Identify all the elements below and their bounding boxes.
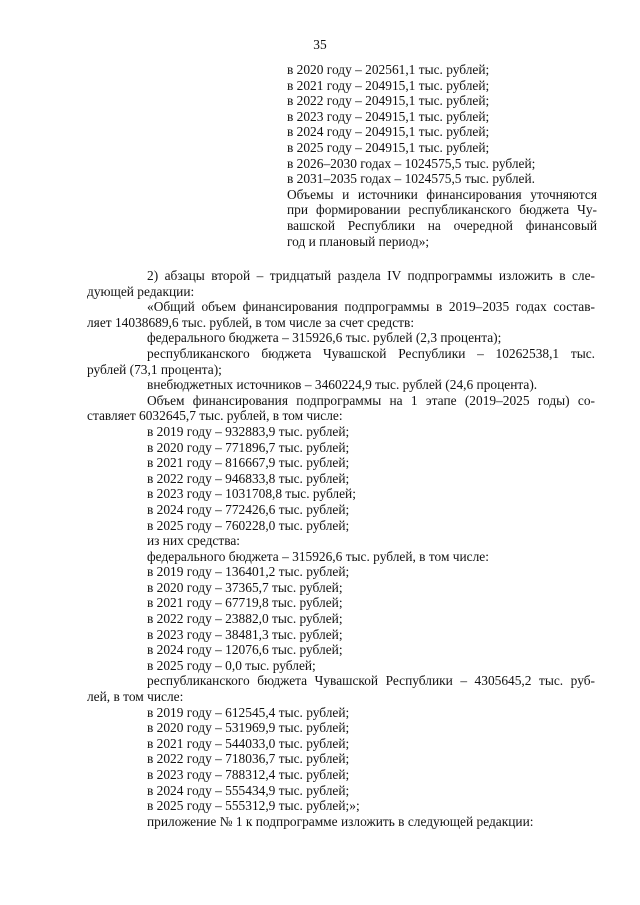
paragraph-line: в 2024 году – 12076,6 тыс. рублей; <box>147 642 343 658</box>
paragraph-line: в 2019 году – 136401,2 тыс. рублей; <box>147 564 350 580</box>
paragraph-line: в 2022 году – 23882,0 тыс. рублей; <box>147 611 343 627</box>
paragraph-line: в 2021 году – 816667,9 тыс. рублей; <box>147 455 350 471</box>
paragraph-line: в 2020 году – 37365,7 тыс. рублей; <box>147 579 343 595</box>
paragraph-line: в 2019 году – 612545,4 тыс. рублей; <box>147 704 350 720</box>
note-line: Объемы и источники финансирования уточняются <box>287 186 597 202</box>
paragraph-line: Объем финансирования подпрограммы на 1 этапе (2019–2025 годы) со- <box>147 392 595 408</box>
paragraph-line: рублей (73,1 процента); <box>87 361 222 377</box>
list-item: в 2021 году – 204915,1 тыс. рублей; <box>287 77 490 93</box>
note-line: год и плановый период»; <box>287 233 430 249</box>
paragraph-line: в 2021 году – 67719,8 тыс. рублей; <box>147 595 343 611</box>
paragraph-line: лей, в том числе: <box>87 689 184 705</box>
paragraph-line: в 2023 году – 788312,4 тыс. рублей; <box>147 767 350 782</box>
list-item: в 2022 году – 204915,1 тыс. рублей; <box>287 93 490 109</box>
top-funding-list <box>287 62 597 249</box>
paragraph-line: в 2020 году – 771896,7 тыс. рублей; <box>147 439 350 455</box>
paragraph-line: ставляет 6032645,7 тыс. рублей, в том числе: <box>87 408 343 424</box>
paragraph-line: федерального бюджета – 315926,6 тыс. рублей, в том числе: <box>147 548 489 564</box>
paragraph-line: ляет 14038689,6 тыс. рублей, в том числе за счет средств: <box>87 314 415 330</box>
page-number: 35 <box>313 37 327 52</box>
paragraph-line: в 2021 году – 544033,0 тыс. рублей; <box>147 735 350 751</box>
paragraph-line: дующей редакции: <box>87 283 195 299</box>
paragraph-line: в 2024 году – 772426,6 тыс. рублей; <box>147 501 350 517</box>
list-item: в 2031–2035 годах – 1024575,5 тыс. рублей. <box>287 171 535 187</box>
paragraph-line: в 2019 году – 932883,9 тыс. рублей; <box>147 423 350 439</box>
paragraph-line: «Общий объем финансирования подпрограммы в 2019–2035 годах состав- <box>147 299 595 315</box>
paragraph-line: 2) абзацы второй – тридцатый раздела IV подпрограммы изложить в сле- <box>147 268 595 283</box>
list-item: в 2024 году – 204915,1 тыс. рублей; <box>287 124 490 140</box>
paragraph-line: федерального бюджета – 315926,6 тыс. рублей (2,3 процента); <box>147 330 502 346</box>
list-item: в 2020 году – 202561,1 тыс. рублей; <box>287 62 490 77</box>
main-text <box>87 268 595 829</box>
paragraph-line: из них средства: <box>147 533 241 549</box>
paragraph-line: республиканского бюджета Чувашской Республики – 4305645,2 тыс. руб- <box>147 673 595 689</box>
list-item: в 2026–2030 годах – 1024575,5 тыс. рублей; <box>287 155 536 171</box>
paragraph-line: в 2020 году – 531969,9 тыс. рублей; <box>147 720 350 736</box>
paragraph-line: в 2025 году – 555312,9 тыс. рублей;»; <box>147 798 360 814</box>
list-item: в 2025 году – 204915,1 тыс. рублей; <box>287 139 490 155</box>
paragraph-line: в 2024 году – 555434,9 тыс. рублей; <box>147 782 350 798</box>
paragraph-line: в 2022 году – 946833,8 тыс. рублей; <box>147 470 350 486</box>
paragraph-line: в 2022 году – 718036,7 тыс. рублей; <box>147 751 350 767</box>
note-line: вашской Республики на очередной финансовый <box>287 217 597 233</box>
paragraph-line: в 2023 году – 1031708,8 тыс. рублей; <box>147 486 356 502</box>
paragraph-line: в 2025 году – 0,0 тыс. рублей; <box>147 657 316 673</box>
paragraph-line: в 2023 году – 38481,3 тыс. рублей; <box>147 626 343 642</box>
paragraph-line: республиканского бюджета Чувашской Республики – 10262538,1 тыс. <box>147 345 595 361</box>
list-item: в 2023 году – 204915,1 тыс. рублей; <box>287 108 490 124</box>
paragraph-line: внебюджетных источников – 3460224,9 тыс. рублей (24,6 процента). <box>147 377 538 393</box>
paragraph-line: в 2025 году – 760228,0 тыс. рублей; <box>147 517 350 533</box>
note-line: при формировании республиканского бюджета Чу- <box>287 202 597 218</box>
paragraph-line: приложение № 1 к подпрограмме изложить в следующей редакции: <box>147 813 534 829</box>
